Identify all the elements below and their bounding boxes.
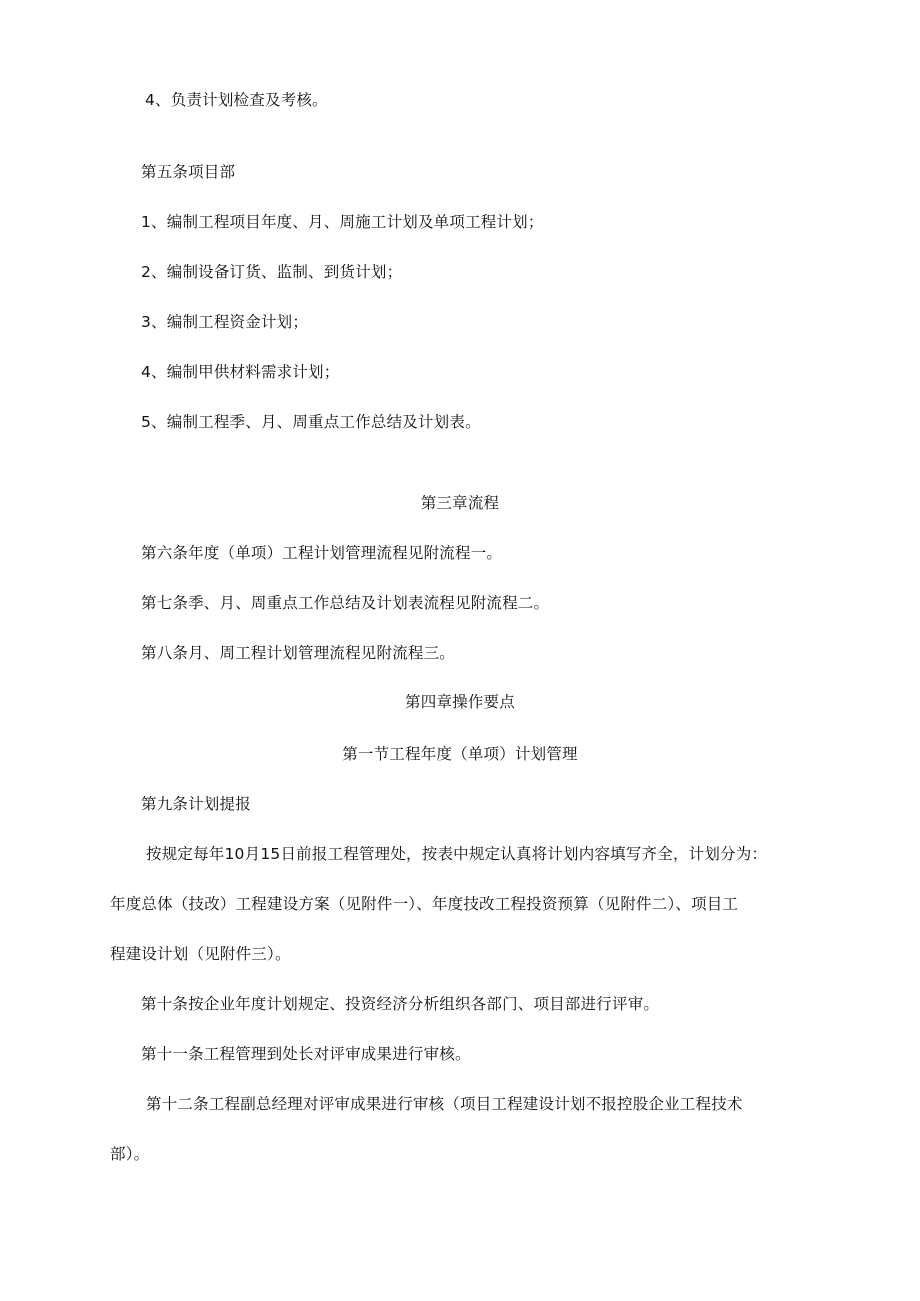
- chapter-3-title: 第三章流程: [420, 494, 500, 512]
- article-12-line-2: 部）。: [110, 1145, 150, 1163]
- article-9-heading: 第九条计划提报: [141, 795, 251, 813]
- article-9-para-line-1: 按规定每年10月15日前报工程管理处，按表中规定认真将计划内容填写齐全，计划分为：: [146, 845, 768, 863]
- article-6: 第六条年度（单项）工程计划管理流程见附流程一。: [141, 544, 503, 562]
- article-9-para-line-2: 年度总体（技改）工程建设方案（见附件一）、年度技改工程投资预算（见附件二）、项目工: [110, 895, 739, 913]
- article-9-para-line-3: 程建设计划（见附件三）。: [110, 945, 291, 963]
- project-dept-item-2: 2、编制设备订货、监制、到货计划；: [141, 263, 403, 281]
- article-10: 第十条按企业年度计划规定、投资经济分析组织各部门、项目部进行评审。: [141, 995, 660, 1013]
- project-dept-item-4: 4、编制甲供材料需求计划；: [141, 363, 340, 381]
- project-dept-item-1: 1、编制工程项目年度、月、周施工计划及单项工程计划；: [141, 213, 544, 231]
- article-5-heading: 第五条项目部: [141, 163, 236, 181]
- article-8: 第八条月、周工程计划管理流程见附流程三。: [141, 644, 456, 662]
- article-12-line-1: 第十二条工程副总经理对评审成果进行审核（项目工程建设计划不报控股企业工程技术: [146, 1095, 743, 1113]
- project-dept-item-5: 5、编制工程季、月、周重点工作总结及计划表。: [141, 413, 481, 431]
- duty-item-4: 4、负责计划检查及考核。: [145, 91, 328, 109]
- article-7: 第七条季、月、周重点工作总结及计划表流程见附流程二。: [141, 594, 550, 612]
- article-11: 第十一条工程管理到处长对评审成果进行审核。: [141, 1045, 471, 1063]
- chapter-4-title: 第四章操作要点: [405, 693, 515, 711]
- project-dept-item-3: 3、编制工程资金计划；: [141, 313, 309, 331]
- section-1-title: 第一节工程年度（单项）计划管理: [342, 745, 578, 763]
